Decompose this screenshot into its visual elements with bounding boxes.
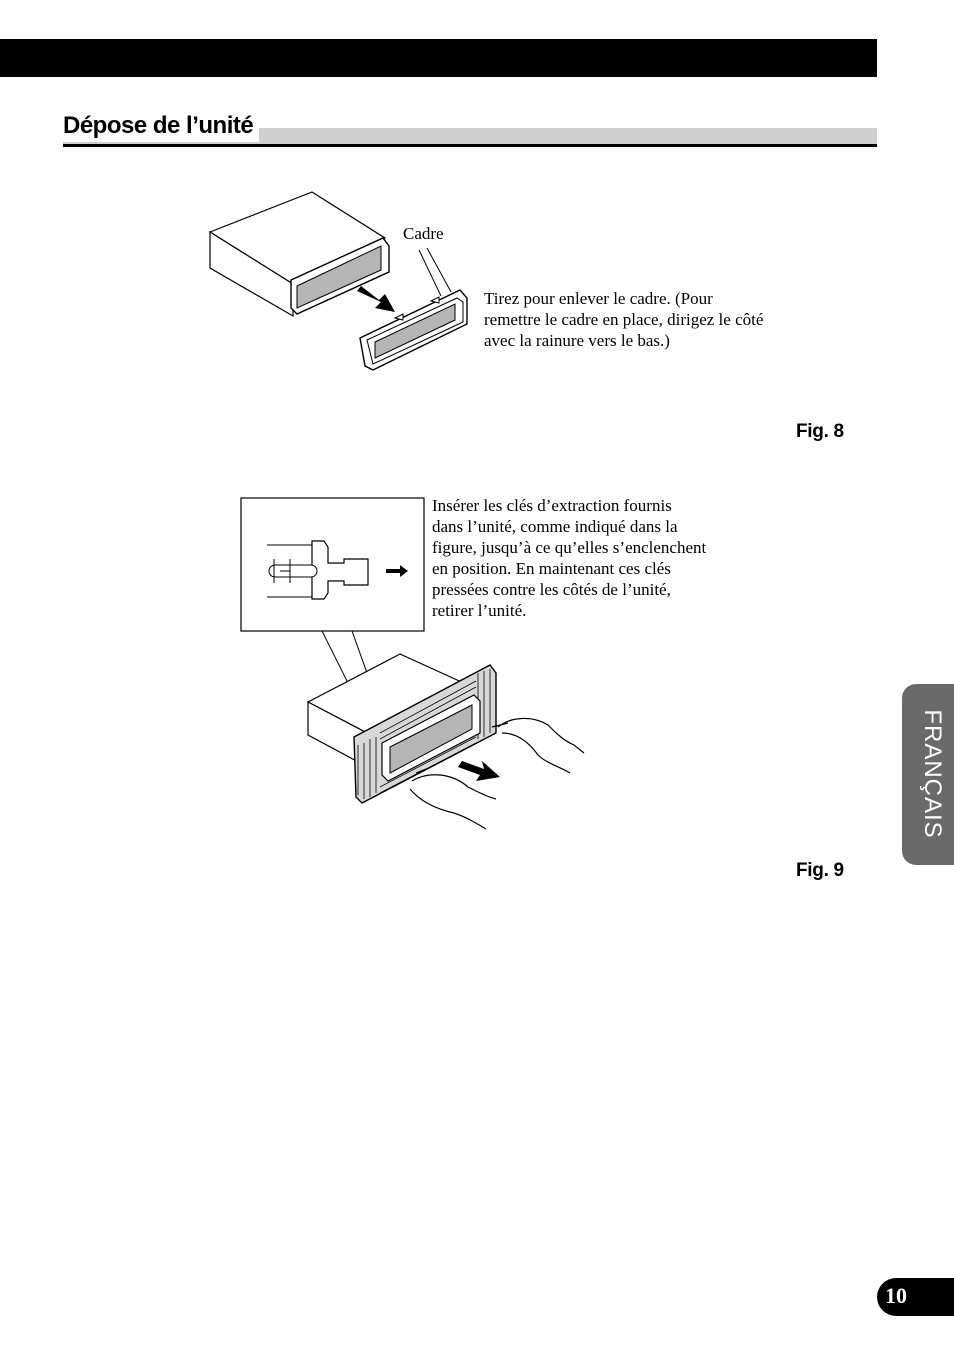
heading-rule xyxy=(63,144,877,147)
fig8-illustration xyxy=(205,188,475,378)
fig8-callout-cadre: Cadre xyxy=(403,224,444,243)
fig9-instruction xyxy=(432,495,706,621)
fig9-instruction-line: en position. En maintenant ces clés xyxy=(432,559,671,578)
fig9-label: Fig. 9 xyxy=(796,860,844,881)
page-title: Dépose de l’unité xyxy=(63,110,259,142)
page-number: 10 xyxy=(885,1283,907,1308)
fig9-instruction-line: figure, jusqu’à ce qu’elles s’enclenchent xyxy=(432,538,707,557)
fig8-instruction-line: avec la rainure vers le bas.) xyxy=(484,331,670,350)
page-number-badge xyxy=(877,1278,954,1316)
header-bar xyxy=(0,39,877,77)
fig9-instruction-line: retirer l’unité. xyxy=(432,601,527,620)
fig8-label: Fig. 8 xyxy=(796,421,844,442)
section-heading xyxy=(63,110,877,148)
language-tab-label: FRANÇAIS xyxy=(919,709,946,839)
language-tab xyxy=(902,684,954,865)
fig9-instruction-line: dans l’unité, comme indiqué dans la xyxy=(432,517,678,536)
fig8-instruction-line: Tirez pour enlever le cadre. (Pour xyxy=(484,289,713,308)
fig9-instruction-line: pressées contre les côtés de l’unité, xyxy=(432,580,671,599)
fig9-instruction-line: Insérer les clés d’extraction fournis xyxy=(432,496,672,515)
fig8-instruction-line: remettre le cadre en place, dirigez le côté xyxy=(484,310,764,329)
fig8-instruction xyxy=(484,288,763,351)
fig8-drawing xyxy=(205,188,475,378)
